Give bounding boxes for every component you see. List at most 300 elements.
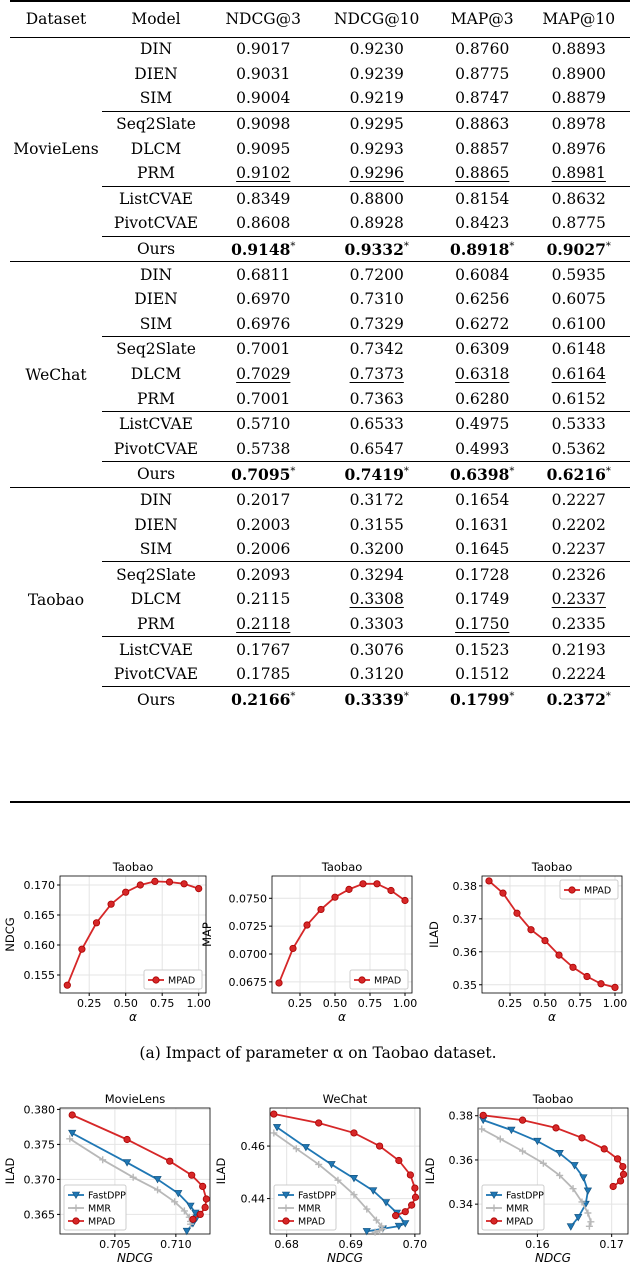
- metric-value: 0.8865: [455, 164, 510, 183]
- model-name: SIM: [139, 314, 173, 333]
- data-point: [203, 1196, 209, 1202]
- metric-value: 0.3120: [349, 665, 404, 684]
- metric-value: 0.6216*: [528, 462, 630, 488]
- metric-value: 0.9031: [236, 64, 291, 83]
- alpha-impact-figure: [0, 850, 636, 1040]
- metric-value: 0.6152: [551, 389, 606, 408]
- metric-value: 0.7029: [236, 365, 291, 384]
- metric-value: 0.7001: [236, 389, 291, 408]
- metric-value: 0.8154: [437, 186, 528, 211]
- data-point: [412, 1185, 418, 1191]
- table-row: [10, 287, 630, 312]
- metric-value: 0.8632: [528, 186, 630, 211]
- legend-marker: [569, 887, 575, 893]
- legend-marker: [283, 1218, 289, 1224]
- x-tick-label: 0.50: [113, 997, 138, 1010]
- y-tick-label: 0.380: [23, 1103, 55, 1117]
- legend-label: MPAD: [298, 1216, 326, 1228]
- metric-value: 0.6256: [455, 290, 510, 309]
- table-row: [10, 612, 630, 637]
- legend: [482, 1185, 544, 1230]
- data-point: [584, 1210, 591, 1217]
- model-name: Ours: [102, 687, 210, 712]
- y-axis-label: ILAD: [427, 921, 441, 948]
- y-axis-label: MAP: [200, 922, 214, 947]
- dataset-label: MovieLens: [13, 140, 99, 159]
- model-name: PivotCVAE: [113, 439, 199, 458]
- metric-value: 0.9239: [349, 64, 404, 83]
- data-point: [567, 1224, 574, 1230]
- metric-value: 0.7373: [349, 365, 404, 384]
- significance-star: *: [605, 465, 611, 477]
- data-point: [586, 1223, 593, 1230]
- metric-value: 0.2326: [528, 562, 630, 587]
- data-point: [332, 894, 338, 900]
- table-row: [10, 437, 630, 462]
- model-name: PRM: [137, 164, 175, 183]
- data-point: [587, 1218, 594, 1225]
- data-point: [276, 980, 282, 986]
- metric-value: 0.3200: [349, 540, 404, 559]
- y-tick-label: 0.370: [23, 1173, 55, 1187]
- metric-value: 0.1799*: [437, 687, 528, 712]
- data-point: [190, 1216, 196, 1222]
- y-tick-label: 0.44: [240, 1192, 265, 1206]
- column-header: NDCG@10: [333, 9, 420, 28]
- metric-value: 0.7329: [349, 314, 404, 333]
- metric-value: 0.5362: [551, 439, 606, 458]
- y-tick-label: 0.38: [452, 879, 477, 893]
- metric-value: 0.6272: [455, 314, 510, 333]
- y-axis-label: NDCG: [3, 917, 17, 952]
- data-point: [620, 1171, 626, 1177]
- model-name: ListCVAE: [102, 186, 210, 211]
- metric-value: 0.9102: [236, 164, 291, 183]
- chart-panel: [423, 1092, 628, 1262]
- table-row: [10, 186, 630, 211]
- legend-marker: [359, 977, 365, 983]
- metric-value: 0.8918*: [437, 236, 528, 262]
- data-point: [500, 890, 506, 896]
- data-point: [79, 946, 85, 952]
- table-row: [10, 411, 630, 436]
- metric-value: 0.1728: [437, 562, 528, 587]
- metric-value: 0.6280: [455, 389, 510, 408]
- model-name: SIM: [139, 89, 173, 108]
- metric-value: 0.9027*: [528, 236, 630, 262]
- column-header: Model: [131, 9, 181, 28]
- legend-label: MMR: [298, 1203, 321, 1215]
- data-point: [486, 878, 492, 884]
- legend: [144, 970, 202, 989]
- x-tick-label: 0.705: [99, 1238, 131, 1251]
- table-row: [10, 211, 630, 236]
- metric-value: 0.1512: [455, 665, 510, 684]
- data-point: [396, 1157, 402, 1163]
- metric-value: 0.6309: [437, 337, 528, 362]
- x-tick-label: 0.70: [402, 1238, 428, 1251]
- metric-value: 0.9332*: [317, 236, 437, 262]
- x-axis-label: NDCG: [117, 1251, 153, 1262]
- data-point: [351, 1130, 357, 1136]
- metric-value: 0.2115: [236, 590, 291, 609]
- data-point: [388, 887, 394, 893]
- table-row: [10, 462, 630, 488]
- metric-value: 0.4993: [455, 439, 510, 458]
- legend-label: FastDPP: [298, 1190, 336, 1202]
- dataset-label: Taobao: [10, 487, 102, 712]
- data-point: [108, 901, 114, 907]
- model-name: DIEN: [134, 290, 178, 309]
- metric-value: 0.3076: [317, 637, 437, 662]
- model-name: DIN: [102, 487, 210, 512]
- data-point: [542, 937, 548, 943]
- model-name: Seq2Slate: [102, 337, 210, 362]
- chart-title: Taobao: [532, 1092, 574, 1106]
- metric-value: 0.1750: [455, 614, 510, 633]
- chart-title: WeChat: [322, 1092, 368, 1106]
- table-row: [10, 637, 630, 662]
- x-tick-label: 0.75: [567, 997, 593, 1010]
- data-point: [152, 878, 158, 884]
- data-point: [189, 1172, 195, 1178]
- legend-marker: [491, 1218, 497, 1224]
- model-name: PRM: [137, 389, 175, 408]
- table-bottom-rule: [10, 801, 630, 803]
- metric-value: 0.1631: [455, 515, 510, 534]
- model-name: ListCVAE: [102, 411, 210, 436]
- legend-label: MPAD: [584, 885, 612, 897]
- x-tick-label: 0.25: [287, 997, 313, 1010]
- significance-star: *: [403, 691, 409, 703]
- x-tick-label: 0.68: [274, 1238, 299, 1251]
- y-tick-label: 0.0725: [228, 920, 267, 934]
- metric-value: 0.6398*: [437, 462, 528, 488]
- data-point: [580, 1175, 587, 1181]
- data-point: [402, 897, 408, 903]
- x-tick-label: 1.00: [186, 997, 211, 1010]
- table-row: [10, 136, 630, 161]
- metric-value: 0.8893: [551, 40, 606, 59]
- data-point: [514, 910, 520, 916]
- metric-value: 0.6533: [317, 411, 437, 436]
- y-tick-label: 0.34: [448, 1198, 473, 1212]
- metric-value: 0.2237: [551, 540, 606, 559]
- x-tick-label: 0.75: [149, 997, 175, 1010]
- metric-value: 0.8775: [551, 214, 606, 233]
- table-row: [10, 161, 630, 186]
- significance-star: *: [403, 240, 409, 252]
- significance-star: *: [290, 465, 296, 477]
- x-tick-label: 0.25: [76, 997, 102, 1010]
- metric-value: 0.9017: [236, 40, 291, 59]
- data-point: [290, 945, 296, 951]
- legend-label: MPAD: [506, 1216, 534, 1228]
- data-point: [584, 973, 590, 979]
- metric-value: 0.6148: [528, 337, 630, 362]
- metric-value: 0.2193: [528, 637, 630, 662]
- x-tick-label: 1.00: [392, 997, 418, 1010]
- x-tick-label: 0.50: [322, 997, 348, 1010]
- y-tick-label: 0.375: [23, 1138, 55, 1152]
- significance-star: *: [290, 240, 296, 252]
- metric-value: 0.9004: [236, 89, 291, 108]
- metric-value: 0.7200: [317, 262, 437, 287]
- data-point: [167, 1158, 173, 1164]
- metric-value: 0.7342: [317, 337, 437, 362]
- significance-star: *: [509, 691, 515, 703]
- dataset-label: WeChat: [10, 262, 102, 487]
- figure-caption-a: (a) Impact of parameter α on Taobao dataset.: [139, 1044, 497, 1062]
- table-row: [10, 86, 630, 111]
- metric-value: 0.8800: [317, 186, 437, 211]
- legend-label: MMR: [506, 1203, 529, 1215]
- y-tick-label: 0.0675: [228, 975, 267, 989]
- metric-value: 0.1749: [455, 590, 510, 609]
- data-point: [598, 981, 604, 987]
- results-table: [10, 0, 630, 712]
- table-row: [10, 37, 630, 62]
- y-tick-label: 0.160: [23, 939, 55, 952]
- metric-value: 0.7095*: [210, 462, 317, 488]
- data-point: [620, 1163, 626, 1169]
- data-point: [316, 1120, 322, 1126]
- metric-value: 0.6100: [551, 314, 606, 333]
- chart-panel: [214, 1092, 427, 1262]
- data-point: [202, 1204, 208, 1210]
- metric-value: 0.9296: [349, 164, 404, 183]
- chart-title: MovieLens: [104, 1092, 166, 1106]
- legend-label: MPAD: [374, 975, 402, 987]
- chart-panel: [3, 860, 211, 1024]
- table-row: [10, 687, 630, 712]
- data-point: [534, 1138, 541, 1144]
- data-point: [584, 1188, 591, 1194]
- model-name: PivotCVAE: [113, 665, 199, 684]
- metric-value: 0.9230: [349, 40, 404, 59]
- chart-panel: [3, 1092, 210, 1262]
- metric-value: 0.2093: [210, 562, 317, 587]
- metric-value: 0.2337: [551, 590, 606, 609]
- y-tick-label: 0.165: [23, 909, 55, 922]
- data-point: [64, 982, 70, 988]
- legend: [350, 970, 408, 989]
- data-point: [519, 1117, 525, 1123]
- model-name: PRM: [137, 614, 175, 633]
- table-row: [10, 262, 630, 287]
- table-row: [10, 662, 630, 687]
- model-name: DIEN: [134, 64, 178, 83]
- metric-value: 0.2003: [236, 515, 291, 534]
- data-point: [360, 881, 366, 887]
- y-tick-label: 0.365: [23, 1208, 55, 1222]
- metric-value: 0.2224: [551, 665, 606, 684]
- y-tick-label: 0.35: [452, 978, 477, 992]
- x-tick-label: 0.69: [338, 1238, 364, 1251]
- model-name: PivotCVAE: [113, 214, 199, 233]
- metric-value: 0.7419*: [317, 462, 437, 488]
- metric-value: 0.8423: [455, 214, 510, 233]
- metric-value: 0.6811: [210, 262, 317, 287]
- y-tick-label: 0.0750: [228, 892, 267, 906]
- data-point: [181, 881, 187, 887]
- data-point: [528, 927, 534, 933]
- metric-value: 0.6164: [551, 365, 606, 384]
- model-name: DLCM: [130, 365, 182, 384]
- data-point: [402, 1208, 408, 1214]
- x-tick-label: 1.00: [602, 997, 628, 1010]
- metric-value: 0.8928: [349, 214, 404, 233]
- table-row: [10, 236, 630, 262]
- x-axis-label: NDCG: [535, 1251, 571, 1262]
- table-row: [10, 312, 630, 337]
- chart-title: Taobao: [321, 860, 363, 874]
- metric-value: 0.1523: [437, 637, 528, 662]
- legend-label: FastDPP: [88, 1190, 126, 1202]
- legend: [560, 880, 618, 899]
- metric-value: 0.8349: [210, 186, 317, 211]
- metric-value: 0.8747: [455, 89, 510, 108]
- y-tick-label: 0.0700: [228, 948, 267, 961]
- data-point: [497, 1135, 504, 1142]
- metric-value: 0.7310: [349, 290, 404, 309]
- data-point: [570, 964, 576, 970]
- data-point: [601, 1146, 607, 1152]
- model-name: DIN: [102, 262, 210, 287]
- model-name: Seq2Slate: [102, 111, 210, 136]
- metric-value: 0.7363: [349, 389, 404, 408]
- data-point: [197, 1211, 203, 1217]
- metric-value: 0.3294: [317, 562, 437, 587]
- data-point: [553, 1125, 559, 1131]
- metric-value: 0.6318: [455, 365, 510, 384]
- metric-value: 0.5333: [528, 411, 630, 436]
- metric-value: 0.8857: [455, 139, 510, 158]
- legend-label: FastDPP: [506, 1190, 544, 1202]
- chart-title: Taobao: [531, 860, 573, 874]
- metric-value: 0.2335: [551, 614, 606, 633]
- data-point: [617, 1178, 623, 1184]
- table-row: [10, 562, 630, 587]
- column-header: Dataset: [25, 9, 87, 28]
- column-header: MAP@3: [450, 9, 514, 28]
- metric-value: 0.9293: [349, 139, 404, 158]
- metric-value: 0.8775: [455, 64, 510, 83]
- x-axis-label: α: [338, 1010, 346, 1024]
- table-row: [10, 587, 630, 612]
- metric-value: 0.1654: [437, 487, 528, 512]
- metric-value: 0.2118: [236, 614, 291, 633]
- x-tick-label: 0.17: [599, 1238, 624, 1251]
- significance-star: *: [509, 240, 515, 252]
- model-name: DIN: [139, 40, 173, 59]
- model-name: ListCVAE: [102, 637, 210, 662]
- model-name: DLCM: [130, 139, 182, 158]
- tradeoff-figure: [0, 1084, 636, 1262]
- data-point: [123, 889, 129, 895]
- table-row: [10, 537, 630, 562]
- table-row: [10, 512, 630, 537]
- x-tick-label: 0.50: [532, 997, 558, 1010]
- x-tick-label: 0.710: [160, 1238, 192, 1251]
- metric-value: 0.9219: [349, 89, 404, 108]
- metric-value: 0.8879: [551, 89, 606, 108]
- y-tick-label: 0.155: [23, 969, 55, 982]
- metric-value: 0.8981: [551, 164, 606, 183]
- x-axis-label: α: [548, 1010, 556, 1024]
- data-point: [478, 1126, 485, 1133]
- legend-label: MPAD: [88, 1216, 116, 1228]
- metric-value: 0.3303: [349, 614, 404, 633]
- y-axis-label: ILAD: [423, 1157, 437, 1185]
- metric-value: 0.2166*: [210, 687, 317, 712]
- model-name: DIEN: [134, 515, 178, 534]
- data-point: [199, 1183, 205, 1189]
- metric-value: 0.8760: [455, 40, 510, 59]
- model-name: SIM: [139, 540, 173, 559]
- metric-value: 0.6547: [349, 439, 404, 458]
- metric-value: 0.5738: [236, 439, 291, 458]
- data-point: [612, 984, 618, 990]
- y-axis-label: ILAD: [214, 1157, 228, 1185]
- data-point: [374, 881, 380, 887]
- significance-star: *: [290, 691, 296, 703]
- x-tick-label: 0.75: [357, 997, 383, 1010]
- significance-star: *: [605, 240, 611, 252]
- table-row: [10, 362, 630, 387]
- data-point: [137, 882, 143, 888]
- data-point: [196, 885, 202, 891]
- metric-value: 0.8608: [236, 214, 291, 233]
- data-point: [69, 1112, 75, 1118]
- chart-panel: [200, 860, 417, 1024]
- model-name: Seq2Slate: [102, 562, 210, 587]
- data-point: [318, 906, 324, 912]
- data-point: [480, 1112, 486, 1118]
- data-point: [412, 1194, 418, 1200]
- metric-value: 0.7001: [210, 337, 317, 362]
- data-point: [610, 1183, 616, 1189]
- metric-value: 0.8978: [528, 111, 630, 136]
- column-header: NDCG@3: [225, 9, 302, 28]
- chart-panel: [427, 860, 627, 1024]
- model-name: Ours: [102, 462, 210, 488]
- metric-value: 0.8863: [437, 111, 528, 136]
- data-point: [123, 1160, 130, 1166]
- y-tick-label: 0.170: [23, 879, 55, 892]
- metric-value: 0.9095: [236, 139, 291, 158]
- data-point: [556, 952, 562, 958]
- table-row: [10, 62, 630, 87]
- metric-value: 0.3308: [349, 590, 404, 609]
- data-point: [93, 920, 99, 926]
- metric-value: 0.2227: [528, 487, 630, 512]
- metric-value: 0.1645: [455, 540, 510, 559]
- metric-value: 0.6976: [236, 314, 291, 333]
- data-point: [579, 1135, 585, 1141]
- metric-value: 0.9295: [317, 111, 437, 136]
- metric-value: 0.9098: [210, 111, 317, 136]
- metric-value: 0.1785: [236, 665, 291, 684]
- metric-value: 0.6084: [437, 262, 528, 287]
- legend: [64, 1185, 126, 1230]
- significance-star: *: [509, 465, 515, 477]
- legend-marker: [153, 977, 159, 983]
- data-point: [166, 879, 172, 885]
- y-tick-label: 0.46: [240, 1140, 265, 1154]
- legend-label: MPAD: [168, 975, 196, 987]
- data-point: [407, 1172, 413, 1178]
